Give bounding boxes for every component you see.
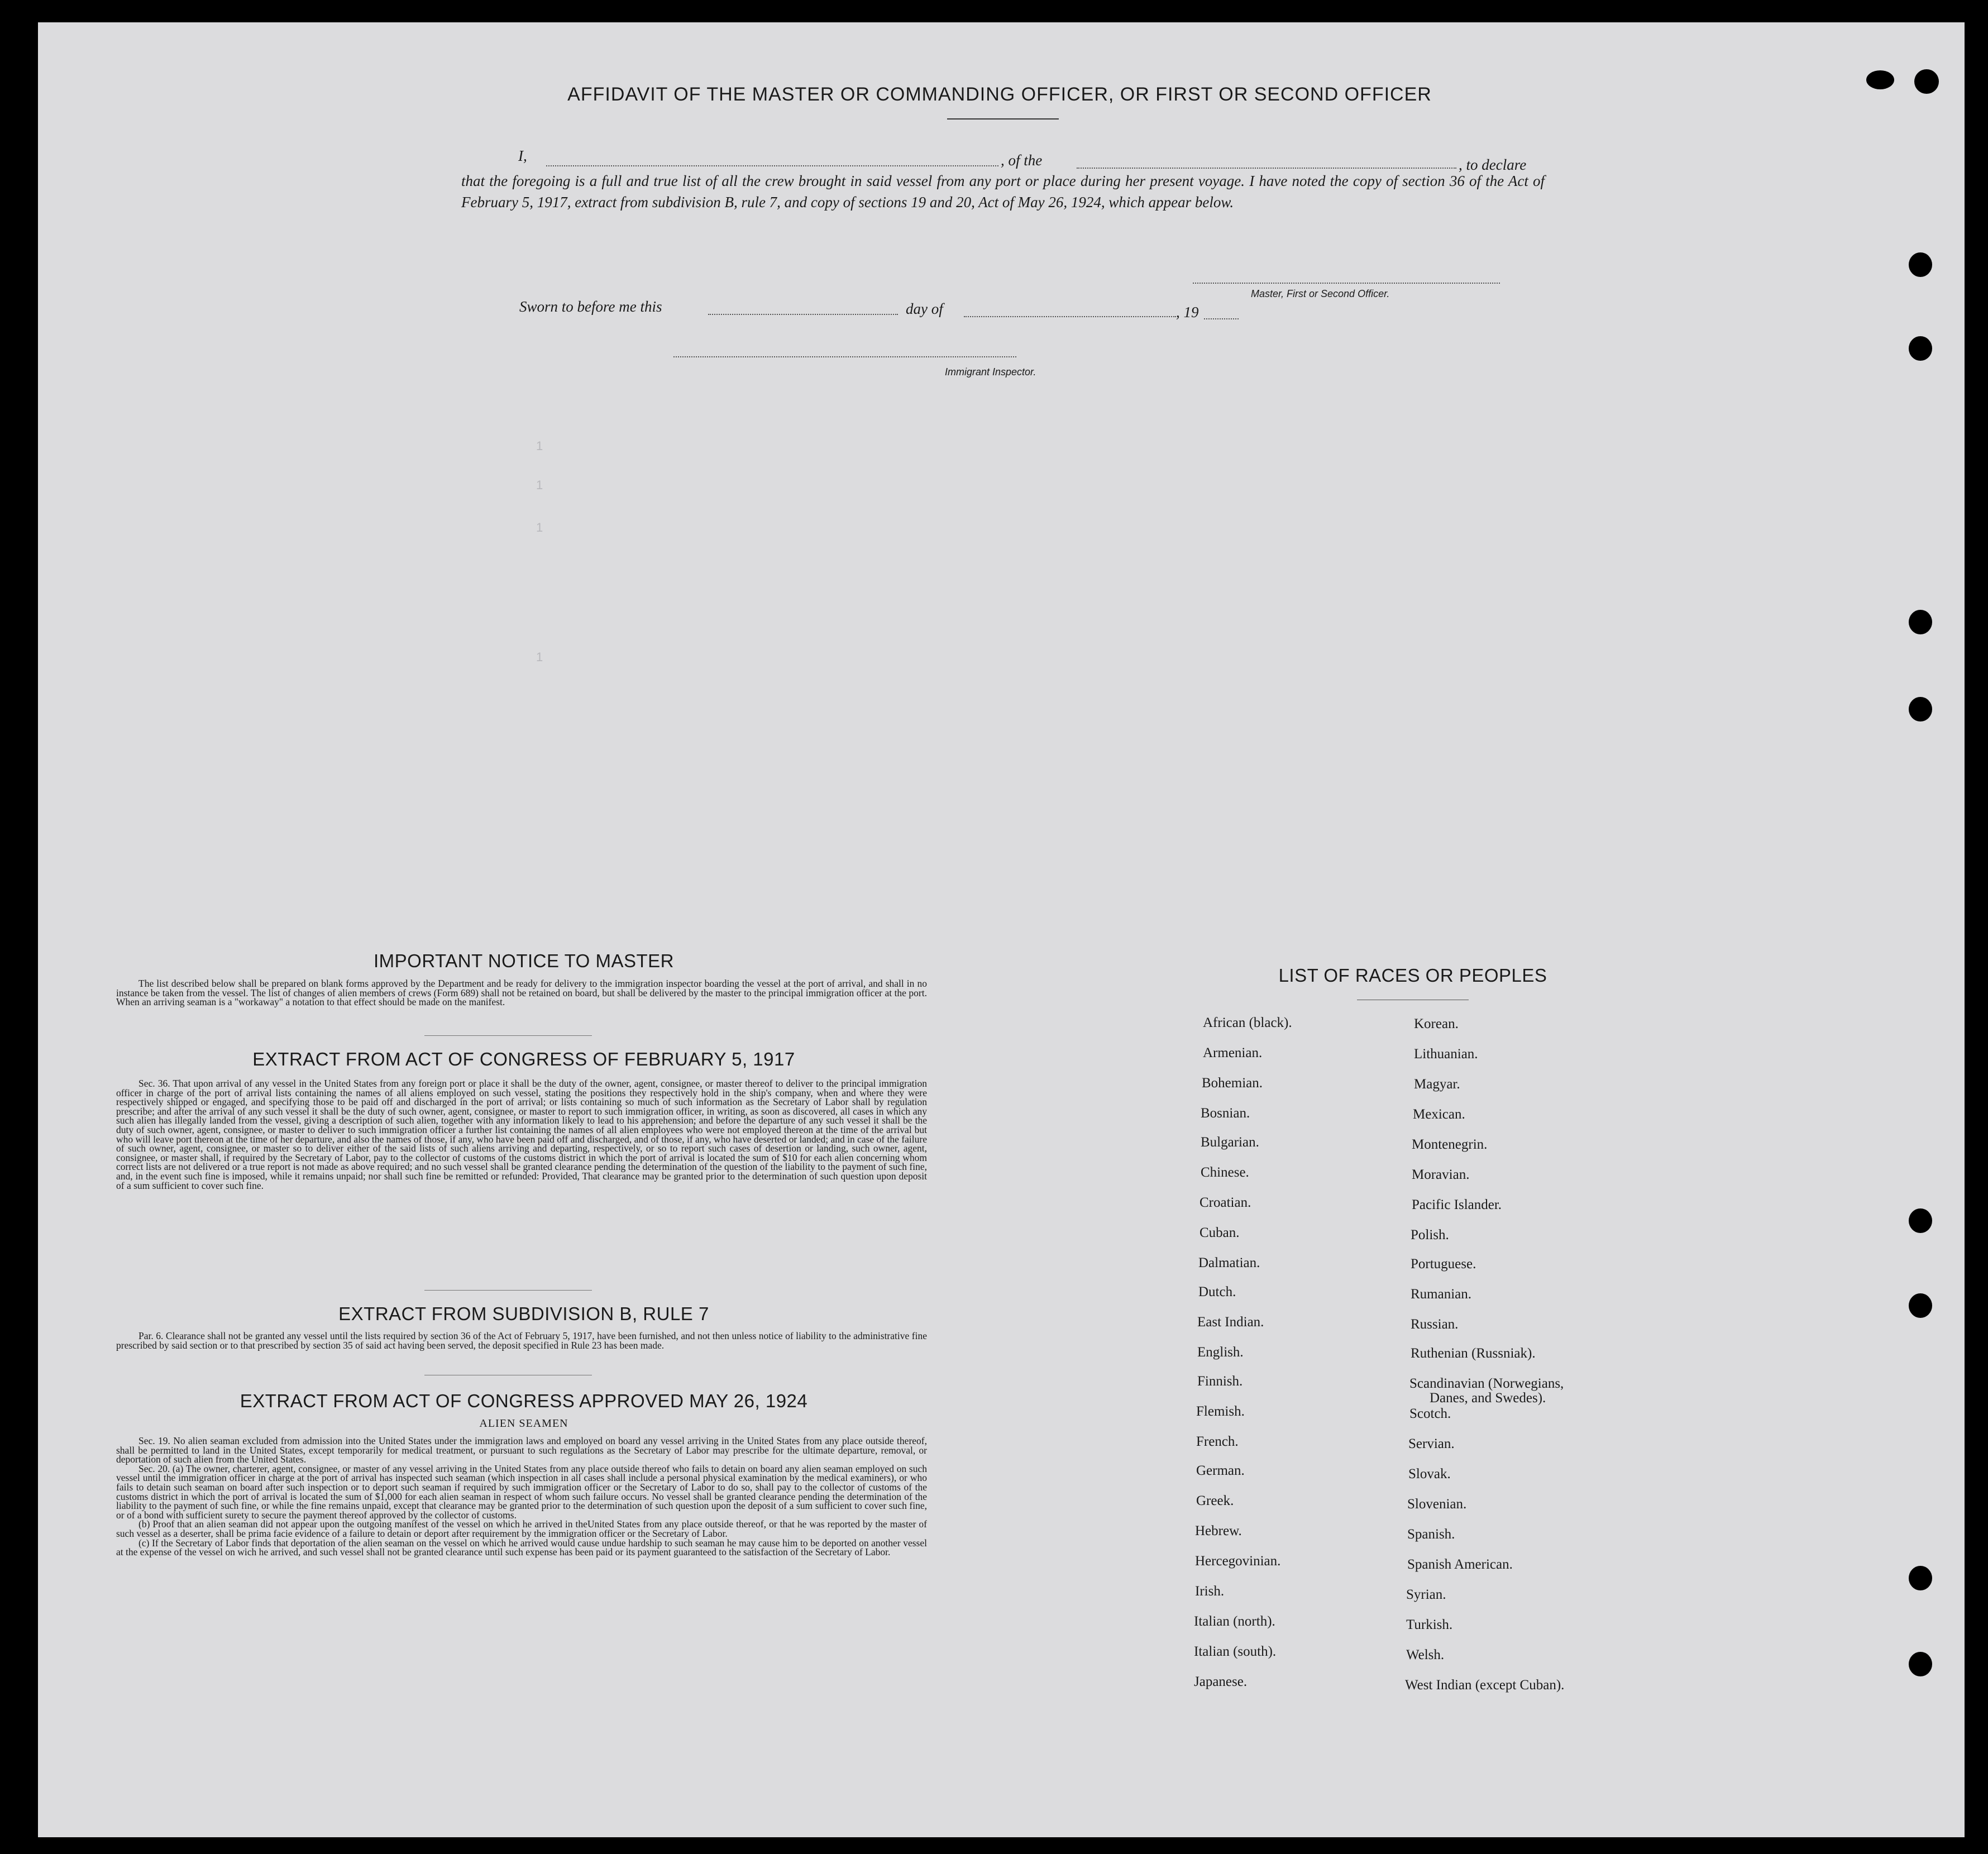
punch-hole — [1909, 1293, 1932, 1318]
notice-text — [116, 979, 927, 1007]
race-item: Polish. — [1411, 1227, 1449, 1243]
punch-hole — [1909, 336, 1932, 361]
inspector-signature-line[interactable] — [673, 356, 1016, 357]
race-item: Pacific Islander. — [1412, 1197, 1502, 1212]
race-item: Russian. — [1411, 1317, 1459, 1332]
race-item: German. — [1196, 1463, 1245, 1478]
affidavit-title: AFFIDAVIT OF THE MASTER OR COMMANDING OFFICER, OR FIRST OR SECOND OFFICER — [567, 84, 1432, 105]
race-item: Hercegovinian. — [1195, 1554, 1281, 1569]
race-item: French. — [1196, 1434, 1239, 1449]
race-item: Bosnian. — [1201, 1106, 1250, 1121]
race-item: Italian (south). — [1194, 1644, 1277, 1659]
master-caption: Master, First or Second Officer. — [1251, 288, 1390, 299]
notice-paragraph: The list described below shall be prepared on blank forms approved by the Department and be ready for delivery to the immigration inspector boarding the vessel at the port of arrival, and shall in no instance be taken from the vessel. The list of changes of alien members of crews (Form 689) shall not be retained on board, but shall be delivered by the master to the principal immigration officer at the port. When an arriving seaman is a "workaway" a notation to that effect should be made on the manifest. — [116, 978, 927, 1008]
section-20c-paragraph: (c) If the Secretary of Labor finds that deportation of the alien seaman on the vessel on which he arrived would cause undue hardship to such seaman he may cause him to be deported on another vessel at the expense of the vessel on wich he arrived, and such vessel shall not be granted clearance until such expense has been paid or its payment guaranteed to the satisfaction of the Secretary of Labor. — [116, 1537, 927, 1558]
race-item: Turkish. — [1406, 1617, 1453, 1632]
punch-hole — [1909, 1208, 1932, 1233]
race-item: West Indian (except Cuban). — [1405, 1678, 1565, 1693]
rule7-title: EXTRACT FROM SUBDIVISION B, RULE 7 — [338, 1303, 709, 1324]
name-blank-line[interactable] — [546, 165, 998, 166]
extract-1924-text — [116, 1436, 927, 1557]
section-20a-paragraph: Sec. 20. (a) The owner, charterer, agent, consignee, or master of any vessel arriving in the United States from any place outside thereof who fails to detain on board any alien seaman employed on such vessel until the immigration officer in charge at the port of arrival has inspected such seaman (which inspection in all cases shall include a personal physical examination by the medical examiners), or who fails to detain such seaman on board after such inspection or to deport such seaman if required by such immigration officer or the Secretary of Labor to do so, shall pay to the collector of customs of the customs district in which the port of arrival is located the sum of $1,000 for each alien seaman in respect of whom such failure occurs. No vessel shall be granted clearance pending the determination of the liability to the payment of such fine, or while the fine remains unpaid, except that clearance may be granted prior to the determination of such question upon the deposit of a sum sufficient to cover such fine, or of a bond with sufficient surety to secure the payment thereof approved by the collector of customs. — [116, 1463, 927, 1521]
master-signature-line[interactable] — [1193, 283, 1500, 284]
punch-hole — [1909, 1652, 1932, 1676]
affidavit-body: that the foregoing is a full and true list of all the crew brought in said vessel from any port or place during her present voyage. I have noted the copy of section 36 of the Act of February 5, 1917, extract from subdivision B, rule 7, and copy of sections 19 and 20, Act of May 26, 1924, which appear below. — [461, 173, 1545, 211]
section-divider — [424, 1290, 592, 1291]
sworn-label: Sworn to before me this — [519, 298, 662, 315]
affidavit-to-declare: , to declare — [1459, 156, 1527, 173]
race-item: Japanese. — [1194, 1674, 1248, 1689]
race-item: Scandinavian (Norwegians, — [1409, 1376, 1564, 1391]
bleed-through-mark: 1 — [536, 478, 543, 492]
section-19-paragraph: Sec. 19. No alien seaman excluded from admission into the United States under the immigration laws and employed on board any vessel arriving in the United States from any place outside thereof, shall be permitted to land in the United States, except temporarily for medical treatment, or pursuant to such regulations as the Secretary of Labor may prescribe for the ultimate departure, removal, or deportation of such alien from the United States. — [116, 1435, 927, 1465]
section-20b-paragraph: (b) Proof that an alien seaman did not appear upon the outgoing manifest of the vessel on which he arrived in theUnited States from any place outside thereof, or that he was reported by the master of such vessel as a deserter, shall be prima facie evidence of a failure to detain or deport after requirement by the immigration officer or the Secretary of Labor. — [116, 1518, 927, 1539]
race-item: Flemish. — [1196, 1404, 1245, 1419]
vessel-blank-line[interactable] — [1077, 168, 1456, 169]
race-item: Armenian. — [1203, 1045, 1263, 1060]
race-item: Bulgarian. — [1201, 1135, 1259, 1150]
race-item: Spanish. — [1407, 1527, 1455, 1542]
race-item: Scotch. — [1409, 1406, 1451, 1421]
race-item: Danes, and Swedes). — [1430, 1390, 1546, 1406]
notice-title: IMPORTANT NOTICE TO MASTER — [373, 950, 674, 971]
race-item: Hebrew. — [1195, 1523, 1242, 1538]
race-item: Bohemian. — [1202, 1076, 1263, 1091]
race-item: Dalmatian. — [1198, 1255, 1260, 1270]
sworn-year-line[interactable] — [1204, 318, 1239, 319]
race-item: Rumanian. — [1411, 1287, 1472, 1302]
races-title: LIST OF RACES OR PEOPLES — [1278, 965, 1547, 986]
affidavit-of-the: , of the — [1001, 152, 1043, 169]
race-item: African (black). — [1203, 1015, 1292, 1030]
race-item: Lithuanian. — [1414, 1047, 1478, 1062]
punch-hole — [1909, 1566, 1932, 1590]
race-item: Croatian. — [1200, 1195, 1251, 1210]
race-item: Mexican. — [1413, 1107, 1465, 1122]
section-36-paragraph: Sec. 36. That upon arrival of any vessel in the United States from any foreign port or place it shall be the duty of the owner, agent, consignee, or master thereof to deliver to the principal immigration officer in charge of the port of arrival lists containing the names of all aliens employed on such vessel, stating the positions they respectively hold in the ship's company, when and where they were respectively shipped or engaged, and specifying those to be paid off and discharged in the port of arrival; or lists containing so much of such information as the Secretary of Labor shall by regulation prescribe; and after the arrival of any such vessel it shall be the duty of such owner, agent, consignee, or master to report to such immigration officer, in writing, as soon as discovered, all cases in which any such alien has illegally landed from the vessel, giving a description of such alien, together with any information likely to lead to his apprehension; and before the departure of any such vessel it shall be the duty of such owner, agent, consignee, or master to deliver to such immigration officer a further list containing the names of all alien employees who were not employed thereon at the time of the arrival but who will leave port thereon at the time of her departure, and also the names of those, if any, who have been paid off and discharged, and of those, if any, who have deserted or landed; and in case of the failure of such owner, agent, consignee, or master so to deliver either of the said lists of such aliens arriving and departing, respectively, or so to report such cases of desertion or landing, such owner, agent, consignee, or master shall, if required by the Secretary of Labor, pay to the collector of customs of the customs district in which the port of arrival is located the sum of $10 for each alien concerning whom correct lists are not delivered or a true report is not made as above required; and no such vessel shall be granted clearance pending the determination of the question of the liability to the payment of such fine, and, in the event such fine is imposed, while it remains unpaid; nor shall such fine be remitted or refunded: Provided, That clearance may be granted prior to the determination of such question upon deposit of a sum sufficient to cover such fine. — [116, 1078, 927, 1191]
punch-hole — [1909, 697, 1932, 721]
punch-hole — [1909, 610, 1932, 634]
rule7-text — [116, 1331, 927, 1350]
affidavit-i: I, — [518, 147, 527, 164]
alien-seamen-subtitle: ALIEN SEAMEN — [479, 1417, 568, 1430]
race-item: Chinese. — [1201, 1165, 1249, 1180]
bleed-through-mark: 1 — [536, 439, 543, 453]
bleed-through-mark: 1 — [536, 520, 543, 534]
day-of-label: day of — [906, 300, 943, 317]
race-item: Syrian. — [1406, 1587, 1446, 1602]
race-item: Welsh. — [1406, 1647, 1445, 1662]
punch-hole — [1909, 252, 1932, 277]
race-item: East Indian. — [1197, 1315, 1264, 1330]
title-underline — [947, 118, 1059, 120]
punch-hole — [1914, 69, 1939, 94]
year-prefix: , 19 — [1176, 304, 1199, 321]
section-divider — [424, 1035, 592, 1036]
inspector-caption: Immigrant Inspector. — [945, 366, 1036, 378]
race-item: Dutch. — [1198, 1284, 1236, 1299]
race-item: Portuguese. — [1411, 1256, 1476, 1272]
race-item: Spanish American. — [1407, 1557, 1513, 1572]
extract-1917-title: EXTRACT FROM ACT OF CONGRESS OF FEBRUARY 5, 1917 — [252, 1049, 795, 1069]
race-item: Cuban. — [1200, 1225, 1240, 1240]
sworn-month-line[interactable] — [964, 316, 1176, 317]
extract-1917-text — [116, 1079, 927, 1190]
race-item: Finnish. — [1197, 1374, 1243, 1389]
race-item: Irish. — [1195, 1584, 1225, 1599]
race-item: Ruthenian (Russniak). — [1411, 1346, 1536, 1361]
race-item: Servian. — [1408, 1436, 1455, 1451]
document-page — [38, 22, 1965, 1837]
race-item: Magyar. — [1414, 1077, 1460, 1092]
extract-1924-title: EXTRACT FROM ACT OF CONGRESS APPROVED MAY 26, 1924 — [240, 1390, 808, 1411]
race-item: Montenegrin. — [1412, 1137, 1488, 1152]
punch-hole — [1866, 70, 1894, 89]
race-item: Greek. — [1196, 1493, 1234, 1508]
race-item: English. — [1197, 1345, 1244, 1360]
race-item: Italian (north). — [1194, 1614, 1275, 1629]
sworn-day-line[interactable] — [708, 314, 898, 315]
race-item: Slovenian. — [1407, 1497, 1467, 1512]
race-item: Slovak. — [1408, 1466, 1451, 1482]
bleed-through-mark: 1 — [536, 650, 543, 664]
rule7-paragraph: Par. 6. Clearance shall not be granted any vessel until the lists required by section 36 of the Act of February 5, 1917, have been furnished, and not then unless notice of liability to the administrative fine prescribed by said section or to that prescribed by section 35 of said act having been served, the deposit specified in Rule 23 has been made. — [116, 1330, 927, 1351]
race-item: Moravian. — [1412, 1167, 1470, 1182]
race-item: Korean. — [1414, 1016, 1459, 1031]
